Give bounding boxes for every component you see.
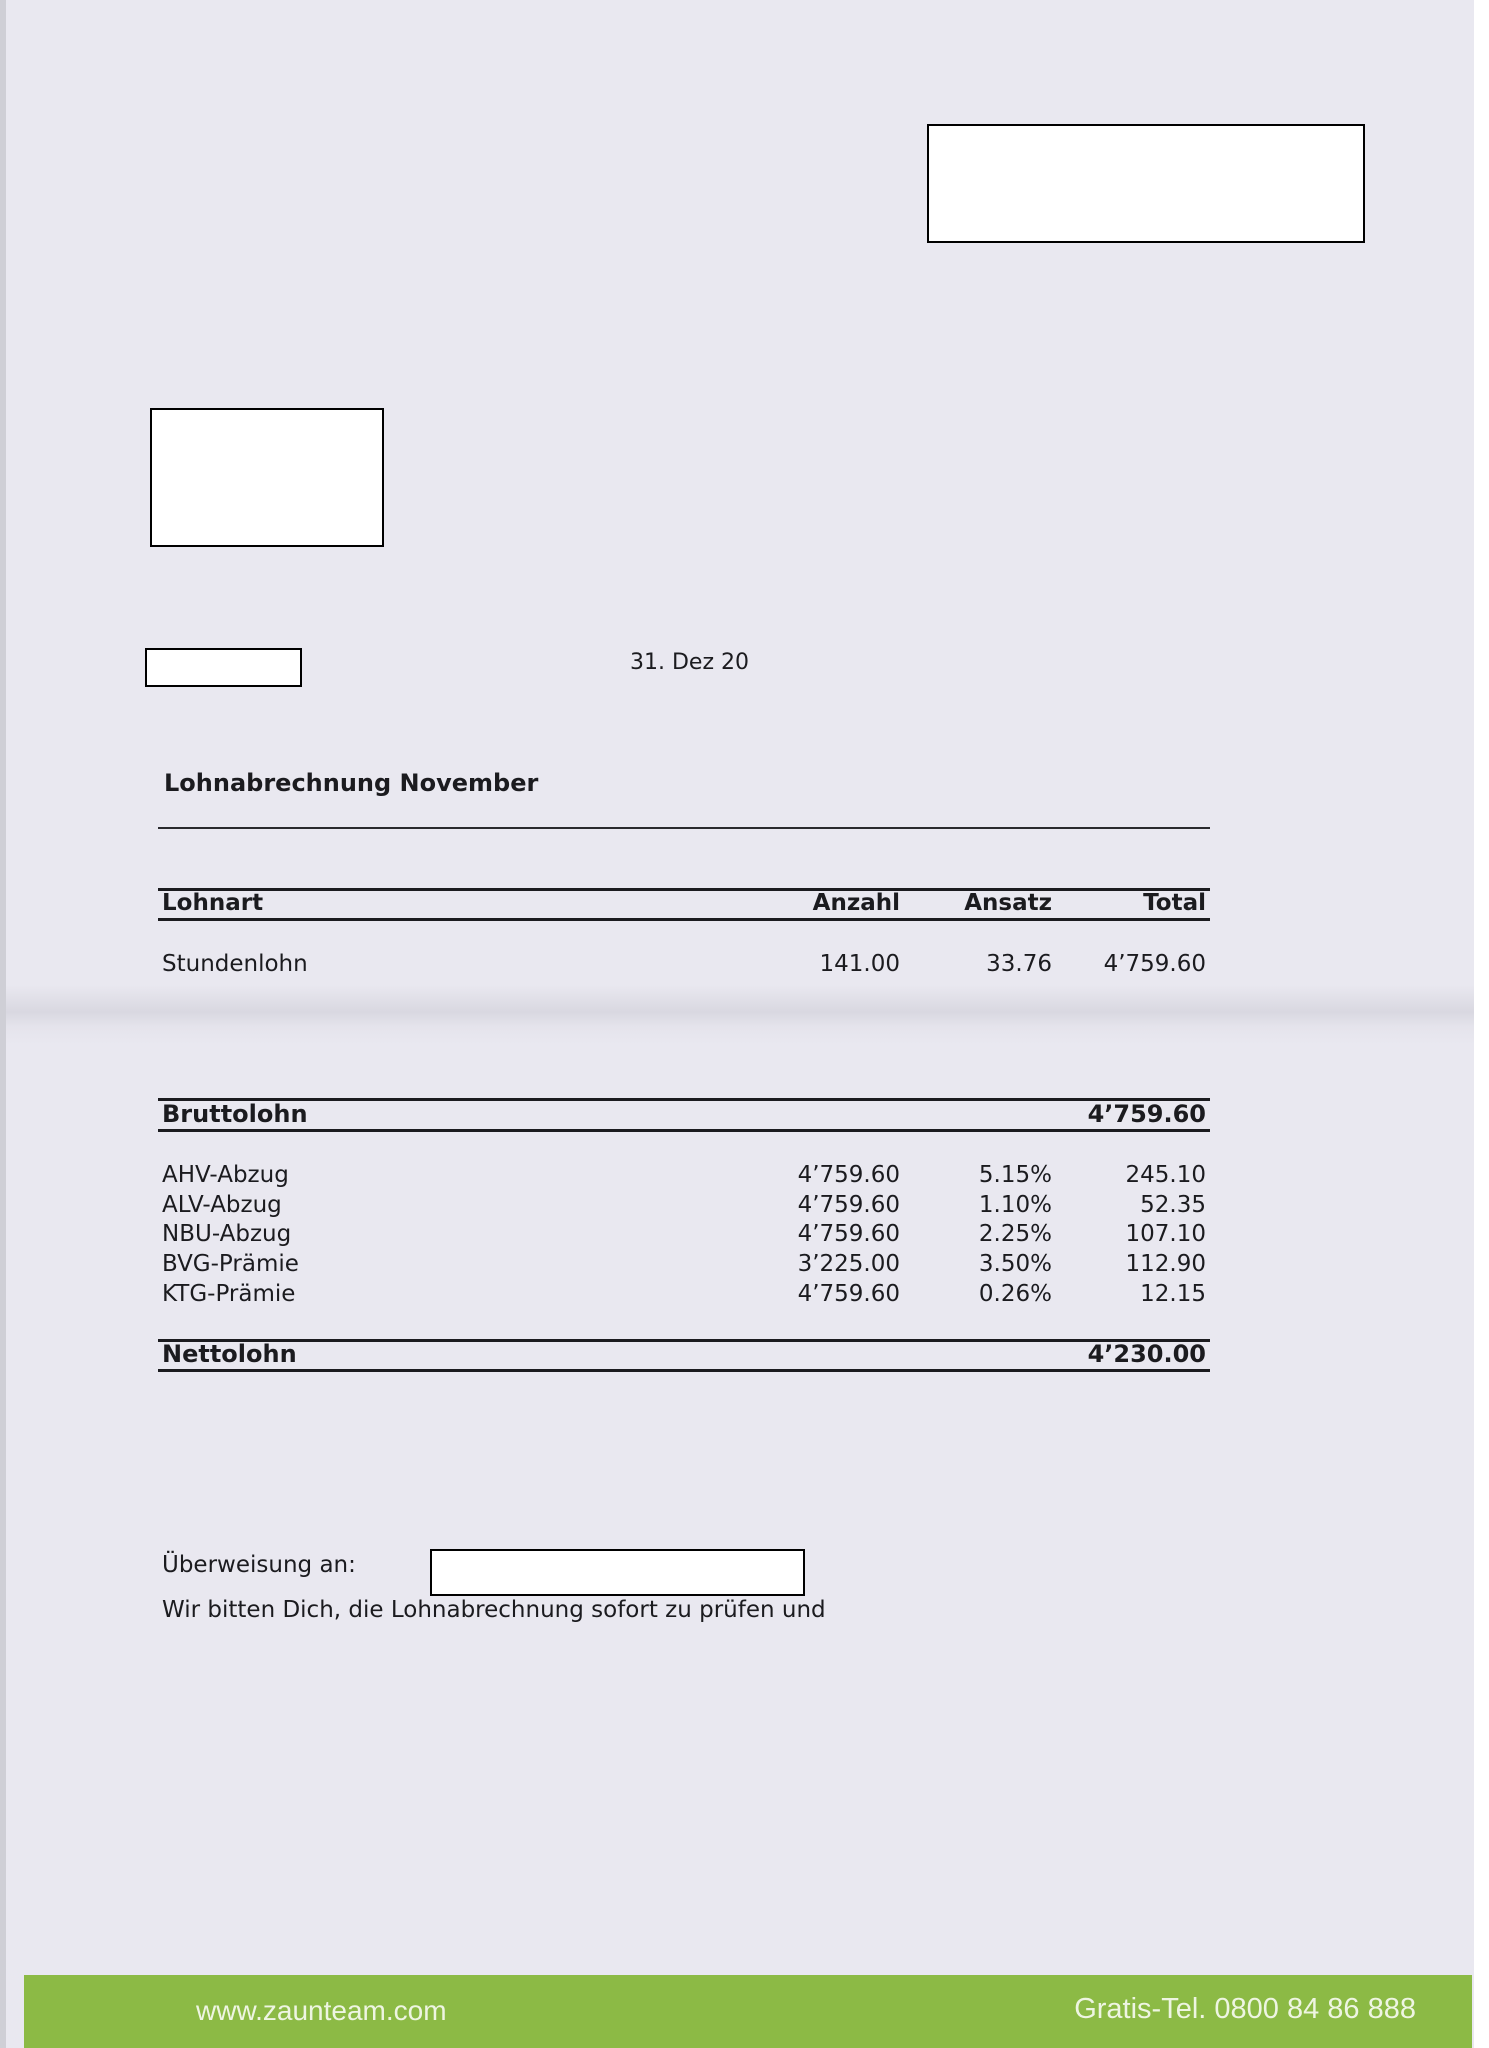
title-divider xyxy=(158,827,1210,829)
redacted-bank-account xyxy=(430,1549,805,1596)
earning-ansatz: 33.76 xyxy=(986,951,1052,977)
deduction-ansatz: 5.15% xyxy=(978,1162,1052,1188)
earning-label: Stundenlohn xyxy=(162,951,308,977)
deduction-total: 52.35 xyxy=(1140,1192,1206,1218)
deduction-total: 112.90 xyxy=(1125,1251,1206,1277)
footer-bar xyxy=(24,1975,1472,2048)
deduction-anzahl: 4’759.60 xyxy=(797,1281,900,1307)
earning-anzahl: 141.00 xyxy=(819,951,900,977)
table-row xyxy=(162,1221,1206,1251)
gross-label: Bruttolohn xyxy=(162,1100,308,1128)
column-header-anzahl: Anzahl xyxy=(812,890,900,916)
deduction-ansatz: 2.25% xyxy=(978,1221,1052,1247)
deduction-label: BVG-Prämie xyxy=(162,1251,299,1277)
table-row xyxy=(162,1251,1206,1281)
net-total: 4’230.00 xyxy=(1087,1340,1206,1368)
column-header-lohnart: Lohnart xyxy=(162,890,264,916)
table-row xyxy=(162,951,1206,981)
review-note: Wir bitten Dich, die Lohnabrechnung sofort zu prüfen und xyxy=(162,1597,826,1623)
footer-website: www.zaunteam.com xyxy=(196,1995,447,2026)
deduction-ansatz: 0.26% xyxy=(978,1281,1052,1307)
column-header-total: Total xyxy=(1143,890,1206,916)
deduction-total: 245.10 xyxy=(1125,1162,1206,1188)
deduction-total: 12.15 xyxy=(1140,1281,1206,1307)
deduction-label: AHV-Abzug xyxy=(162,1162,289,1188)
table-header-bottom-rule xyxy=(158,918,1210,921)
deduction-anzahl: 4’759.60 xyxy=(797,1221,900,1247)
table-header xyxy=(162,890,1206,920)
deduction-label: KTG-Prämie xyxy=(162,1281,296,1307)
earning-total: 4’759.60 xyxy=(1103,951,1206,977)
deduction-label: NBU-Abzug xyxy=(162,1221,292,1247)
deduction-total: 107.10 xyxy=(1125,1221,1206,1247)
deduction-anzahl: 4’759.60 xyxy=(797,1162,900,1188)
gross-total: 4’759.60 xyxy=(1087,1100,1206,1128)
column-header-ansatz: Ansatz xyxy=(964,890,1052,916)
redacted-address-block xyxy=(927,124,1365,243)
gross-bottom-rule xyxy=(158,1129,1210,1132)
net-label: Nettolohn xyxy=(162,1340,297,1368)
deduction-anzahl: 4’759.60 xyxy=(797,1192,900,1218)
transfer-label: Überweisung an: xyxy=(162,1552,356,1578)
paper-fold xyxy=(6,985,1474,1045)
deduction-ansatz: 1.10% xyxy=(978,1192,1052,1218)
redacted-employee-field xyxy=(145,648,302,687)
net-row xyxy=(162,1340,1206,1370)
table-row xyxy=(162,1162,1206,1192)
table-row xyxy=(162,1281,1206,1311)
table-row xyxy=(162,1192,1206,1222)
redacted-logo-block xyxy=(150,408,384,547)
deduction-label: ALV-Abzug xyxy=(162,1192,282,1218)
deduction-ansatz: 3.50% xyxy=(978,1251,1052,1277)
footer-phone: Gratis-Tel. 0800 84 86 888 xyxy=(1074,1993,1416,2025)
document-date: 31. Dez 20 xyxy=(630,650,749,675)
deduction-anzahl: 3’225.00 xyxy=(797,1251,900,1277)
net-bottom-rule xyxy=(158,1369,1210,1372)
gross-row xyxy=(162,1100,1206,1130)
document-title: Lohnabrechnung November xyxy=(164,769,539,797)
